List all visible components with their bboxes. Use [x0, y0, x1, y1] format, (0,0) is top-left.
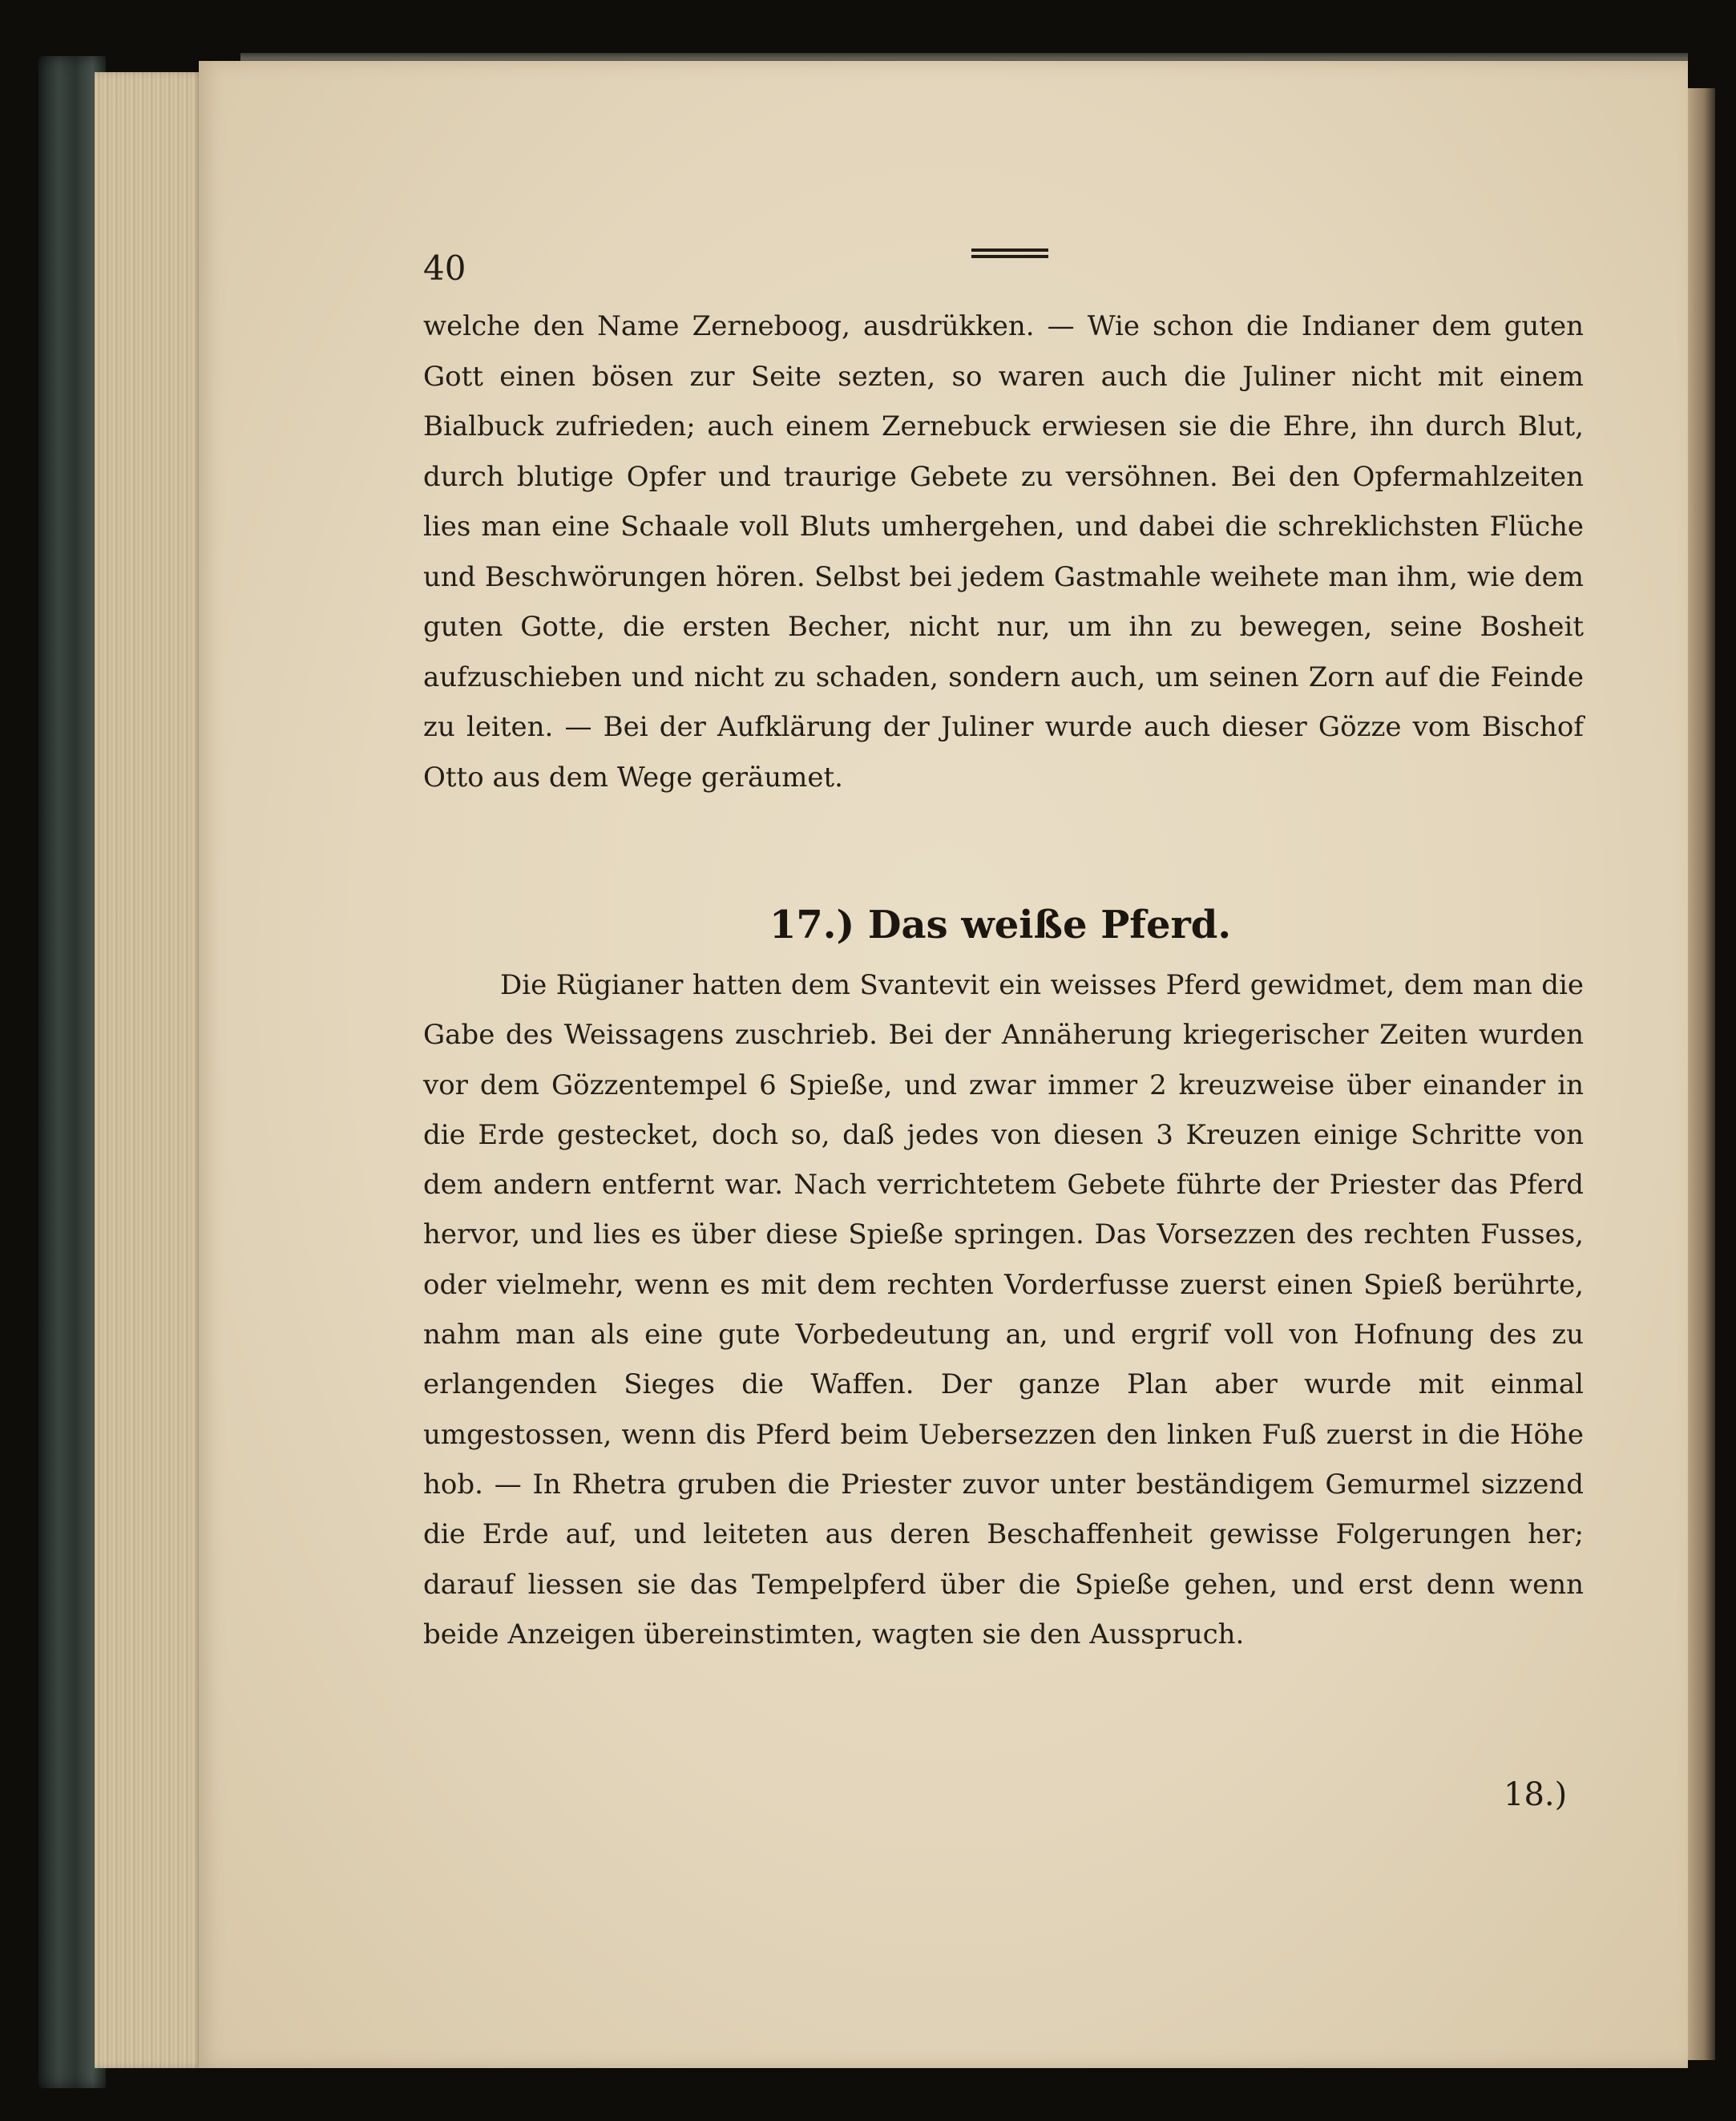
page-number: 40 — [423, 248, 466, 288]
section-heading: 17.) Das weiße Pferd. — [769, 903, 1232, 947]
page-edges — [95, 72, 215, 2068]
paragraph-white-horse: Die Rügianer hatten dem Svantevit ein weisses Pferd gewidmet, dem man die Gabe des Weissagens zuschrieb. Bei der Annäherung kriegerischer Zeiten wurden vor dem Gözzentempel 6 Spieße, und zwar immer 2 kreuzweise über einander in die Erde gestecket, doch so, daß jedes von diesen 3 Kreuzen einige Schritte von dem andern entfernt war. Nach verrichtetem Gebete führte der Priester das Pferd hervor, und lies es über diese Spieße springen. Das Vorsezzen des rechten Fusses, oder vielmehr, wenn es mit dem rechten Vorderfusse zuerst einen Spieß berührte, nahm man als eine gute Vorbedeutung an, und ergrif voll von Hofnung des zu erlangenden Sieges die Waffen. Der ganze Plan aber wurde mit einmal umgestossen, wenn dis Pferd beim Uebersezzen den linken Fuß zuerst in die Höhe hob. — In Rhetra gruben die Priester zuvor unter beständigem Gemurmel sizzend die Erde auf, und leiteten aus deren Beschaffenheit gewisse Folgerungen her; darauf liessen sie das Tempelpferd über die Spieße gehen, und erst denn wenn beide Anzeigen übereinstimten, wagten sie den Ausspruch. — [423, 969, 1584, 1650]
paragraph-zernebog: welche den Name Zerneboog, ausdrükken. — Wie schon die Indianer dem guten Gott einen bösen zur Seite sezten, so waren auch die Juliner nicht mit einem Bialbuck zufrieden; auch einem Zernebuck erwiesen sie die Ehre, ihn durch Blut, durch blutige Opfer und traurige Gebete zu versöhnen. Bei den Opfermahlzeiten lies man eine Schaale voll Bluts umhergehen, und dabei die schreklichsten Flüche und Beschwörungen hören. Selbst bei jedem Gastmahle weihete man ihm, wie dem guten Gotte, die ersten Becher, nicht nur, um ihn zu bewegen, seine Bosheit aufzuschieben und nicht zu schaden, sondern auch, um seinen Zorn auf die Feinde zu leiten. — Bei der Aufklärung der Juliner wurde auch dieser Gözze vom Bischof Otto aus dem Wege geräumet. — [423, 310, 1584, 794]
header-ornament-rule — [971, 248, 1048, 265]
page-gutter-shadow — [1688, 88, 1715, 2060]
catchword: 18.) — [1504, 1776, 1568, 1813]
